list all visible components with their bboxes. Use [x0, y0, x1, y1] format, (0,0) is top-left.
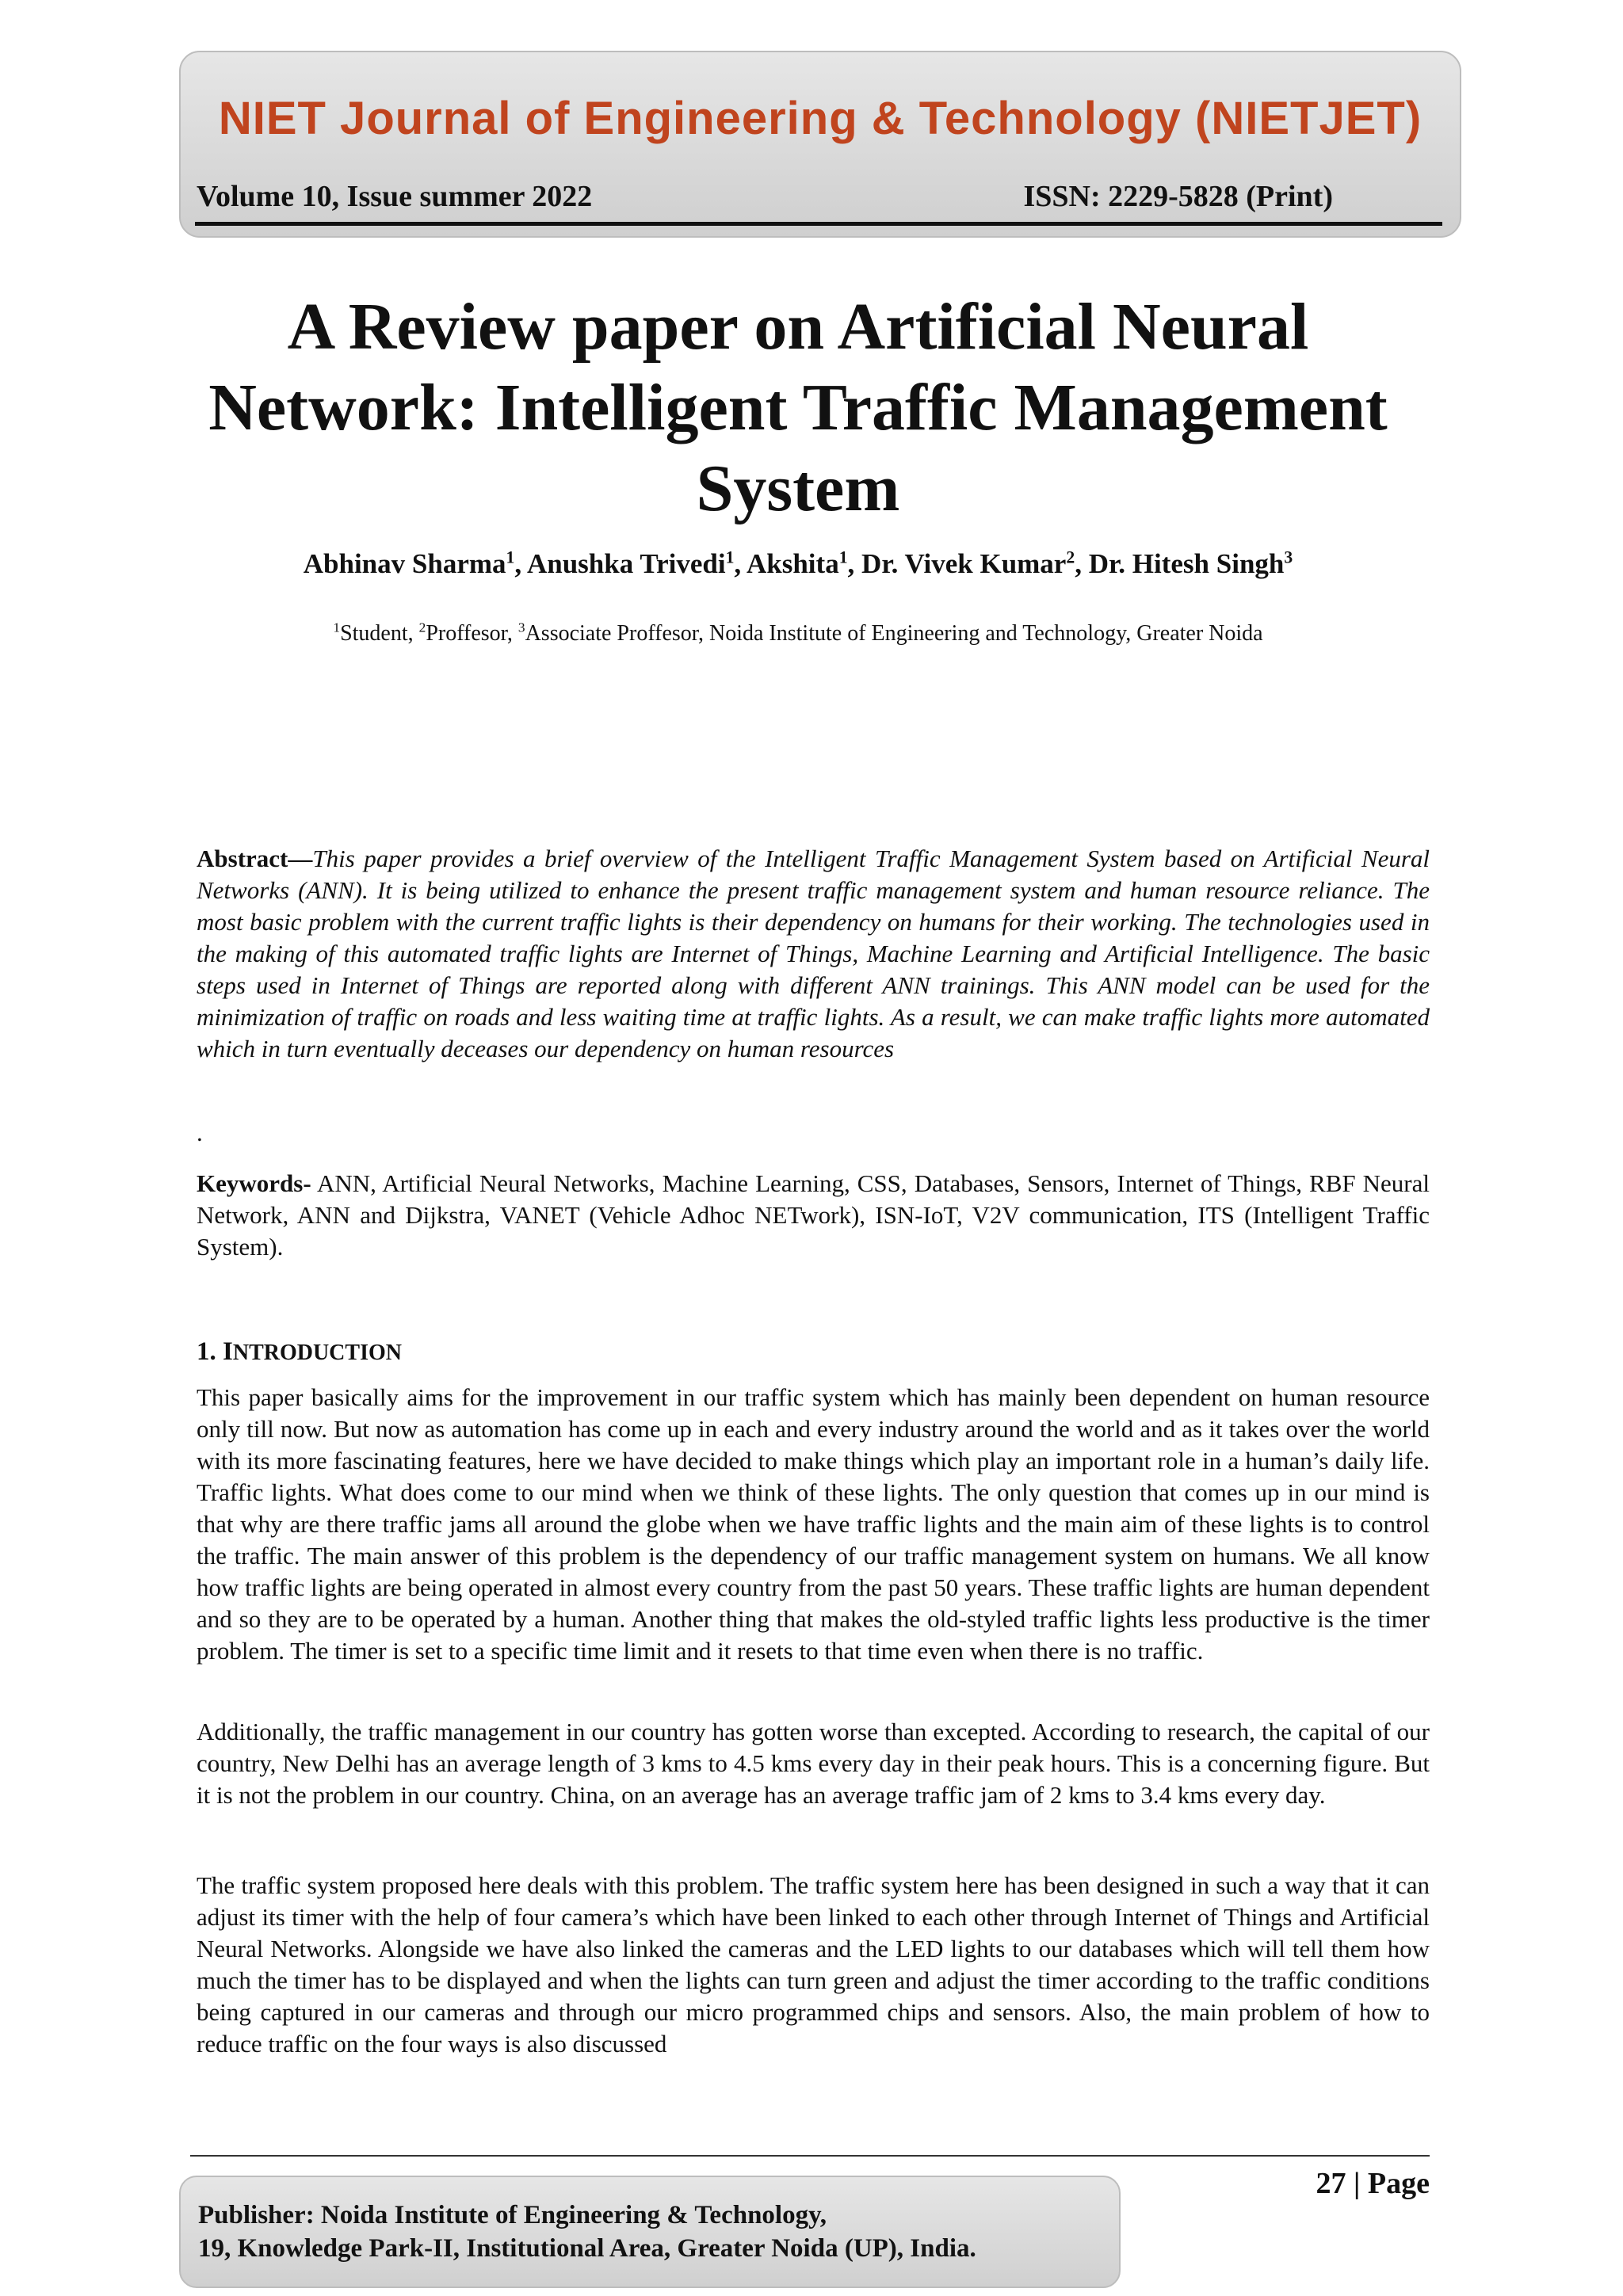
keywords-label: Keywords-: [197, 1169, 311, 1197]
abstract-text: This paper provides a brief overview of the Intelligent Traffic Management System based on Artificial Neural Networks (ANN). It is being utilized to enhance the present traffic management system and human resource reliance. The most basic problem with the current traffic lights is their dependency on humans for their working. The technologies used in the making of this automated traffic lights are Internet of Things, Machine Learning and Artificial Intelligence. The basic steps used in Internet of Things are reported along with different ANN trainings. This ANN model can be used for the minimization of traffic on roads and less waiting time at traffic lights. As a result, we can make traffic lights more automated which in turn eventually deceases our dependency on human resources: [197, 845, 1430, 1062]
section-initial: I: [223, 1337, 233, 1366]
author-separator: ,: [734, 548, 747, 579]
affil-mark: 2: [418, 620, 426, 635]
abstract-label: Abstract—: [197, 845, 313, 872]
stray-period: .: [197, 1119, 203, 1146]
author-name: Abhinav Sharma: [303, 548, 506, 579]
intro-paragraph-3: The traffic system proposed here deals with this problem. The traffic system here has been designed in such a way that it can adjust its timer with the help of four camera’s which have been linked to each other through Internet of Things and Artificial Neural Networks. Alongside we have also linked the cameras and the LED lights to our databases which will tell them how much the timer has to be displayed and when the lights can turn green and adjust the timer according to the traffic conditions being captured in our cameras and through our micro programmed chips and sensors. Also, the main problem of how to reduce traffic on the four ways is also discussed: [197, 1871, 1430, 2058]
paper-title: [179, 287, 1417, 529]
title-line-2: Network: Intelligent Traffic Management: [208, 371, 1388, 444]
publisher-box: [179, 2176, 1121, 2288]
publisher-line-2: 19, Knowledge Park-II, Institutional Area, Greater Noida (UP), India.: [198, 2234, 976, 2263]
affil-mark: 1: [333, 620, 341, 635]
footer-divider: [190, 2155, 1430, 2157]
volume-issue: Volume 10, Issue summer 2022: [197, 180, 593, 213]
affiliations: [179, 621, 1417, 646]
keywords-text: ANN, Artificial Neural Networks, Machine Learning, CSS, Databases, Sensors, Internet of Things, RBF Neural Network, ANN and Dijkstra, VANET (Vehicle Adhoc NETwork), ISN-IoT, V2V communication, ITS (Intelligent Traffic System).: [197, 1169, 1430, 1261]
intro-paragraph-2: Additionally, the traffic management in our country has gotten worse than excepted. According to research, the capital of our country, New Delhi has an average length of 3 kms to 4.5 kms every day in their peak hours. This is a concerning figure. But it is not the problem in our country. China, on an average has an average traffic jam of 2 kms to 3.4 kms every day.: [197, 1718, 1430, 1809]
intro-paragraph-1: This paper basically aims for the improvement in our traffic system which has mainly been dependent on human resource only till now. But now as automation has come up in each and every industry around the world and as it takes over the world with its more fascinating features, here we have decided to make things which play an important role in a human’s daily life. Traffic lights. What does come to our mind when we think of these lights. The only question that comes up in our mind is that why are there traffic jams all around the globe when we have traffic lights and the main aim of these lights is to control the traffic. The main answer of this problem is the dependency of our traffic management system on humans. We all know how traffic lights are being operated in almost every country from the past 50 years. These traffic lights are human dependent and so they are to be operated by a human. Another thing that makes the old-styled traffic lights less productive is the timer problem. The timer is set to a specific time limit and it resets to that time even when there is no traffic.: [197, 1383, 1430, 1665]
author-affil-mark: 1: [725, 547, 735, 567]
issn: ISSN: 2229-5828 (Print): [1023, 180, 1333, 213]
abstract: [197, 843, 1430, 1065]
author-affil-mark: 2: [1066, 547, 1075, 567]
affil-role: Student,: [340, 621, 419, 646]
author-separator: ,: [847, 548, 862, 579]
journal-title: NIET Journal of Engineering & Technology (NIETJET): [218, 93, 1423, 144]
title-line-3: System: [696, 452, 900, 525]
author-name: Anushka Trivedi: [526, 548, 726, 579]
affil-role: Associate Proffesor, Noida Institute of Engineering and Technology, Greater Noida: [525, 621, 1263, 646]
author-name: Dr. Hitesh Singh: [1088, 548, 1285, 579]
section-heading-introduction: [197, 1337, 402, 1367]
author-affil-mark: 3: [1284, 547, 1293, 567]
author-list: [179, 548, 1417, 580]
section-number: 1.: [197, 1337, 223, 1366]
affil-role: Proffesor,: [426, 621, 518, 646]
author-separator: ,: [1075, 548, 1089, 579]
journal-header: [179, 51, 1461, 238]
author-affil-mark: 1: [506, 547, 515, 567]
author-name: Akshita: [746, 548, 839, 579]
publisher-line-1: Publisher: Noida Institute of Engineering & Technology,: [198, 2201, 827, 2229]
page-number: 27 | Page: [1316, 2167, 1430, 2200]
keywords: [197, 1168, 1430, 1263]
author-name: Dr. Vivek Kumar: [861, 548, 1067, 579]
affil-mark: 3: [517, 620, 525, 635]
author-separator: ,: [514, 548, 527, 579]
title-line-1: A Review paper on Artificial Neural: [287, 290, 1309, 364]
author-affil-mark: 1: [838, 547, 848, 567]
section-title: NTRODUCTION: [232, 1341, 402, 1365]
header-divider: [195, 222, 1442, 226]
